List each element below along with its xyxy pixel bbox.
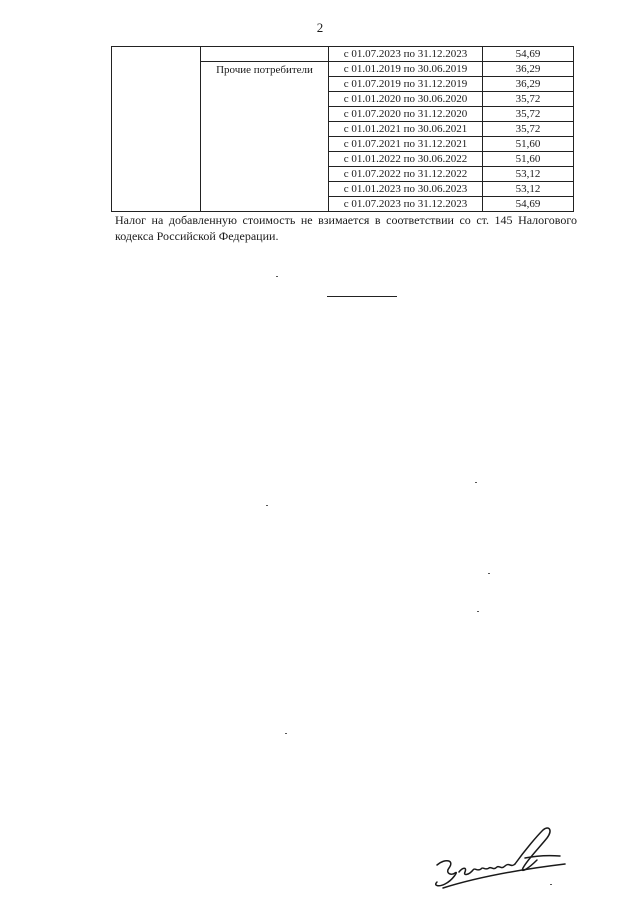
period-cell: с 01.07.2021 по 31.12.2021 [329,137,483,152]
period-cell: с 01.01.2020 по 30.06.2020 [329,92,483,107]
period-cell: с 01.01.2022 по 30.06.2022 [329,152,483,167]
price-cell: 35,72 [483,92,574,107]
period-cell: с 01.07.2023 по 31.12.2023 [329,197,483,212]
tariff-table [111,46,574,212]
period-cell: с 01.01.2021 по 30.06.2021 [329,122,483,137]
consumer-category-label: Прочие потребители [216,64,313,76]
price-cell: 51,60 [483,137,574,152]
price-cell: 35,72 [483,122,574,137]
scan-speck [475,482,477,483]
scan-speck [266,505,268,506]
empty-category-cell [201,47,329,62]
period-cell: с 01.07.2019 по 31.12.2019 [329,77,483,92]
period-cell: с 01.01.2023 по 30.06.2023 [329,182,483,197]
page-number: 2 [316,20,324,35]
consumer-category-cell [201,62,329,212]
price-cell: 36,29 [483,62,574,77]
closing-rule [327,296,397,297]
price-cell: 51,60 [483,152,574,167]
table-row [112,47,574,62]
price-cell: 35,72 [483,107,574,122]
handwritten-signature [425,820,575,895]
scan-speck [285,733,287,734]
period-cell: с 01.07.2020 по 31.12.2020 [329,107,483,122]
price-cell: 54,69 [483,197,574,212]
price-cell: 36,29 [483,77,574,92]
price-cell: 54,69 [483,47,574,62]
period-cell: с 01.07.2023 по 31.12.2023 [329,47,483,62]
period-cell: с 01.07.2022 по 31.12.2022 [329,167,483,182]
scan-speck [488,573,490,574]
price-cell: 53,12 [483,167,574,182]
period-cell: с 01.01.2019 по 30.06.2019 [329,62,483,77]
price-cell: 53,12 [483,182,574,197]
scan-speck [477,611,479,612]
scan-speck [276,276,278,277]
empty-first-column-cell [112,47,201,212]
vat-note: Налог на добавленную стоимость не взимается в соответствии со ст. 145 Налогового кодекса Российской Федерации. [115,213,577,243]
